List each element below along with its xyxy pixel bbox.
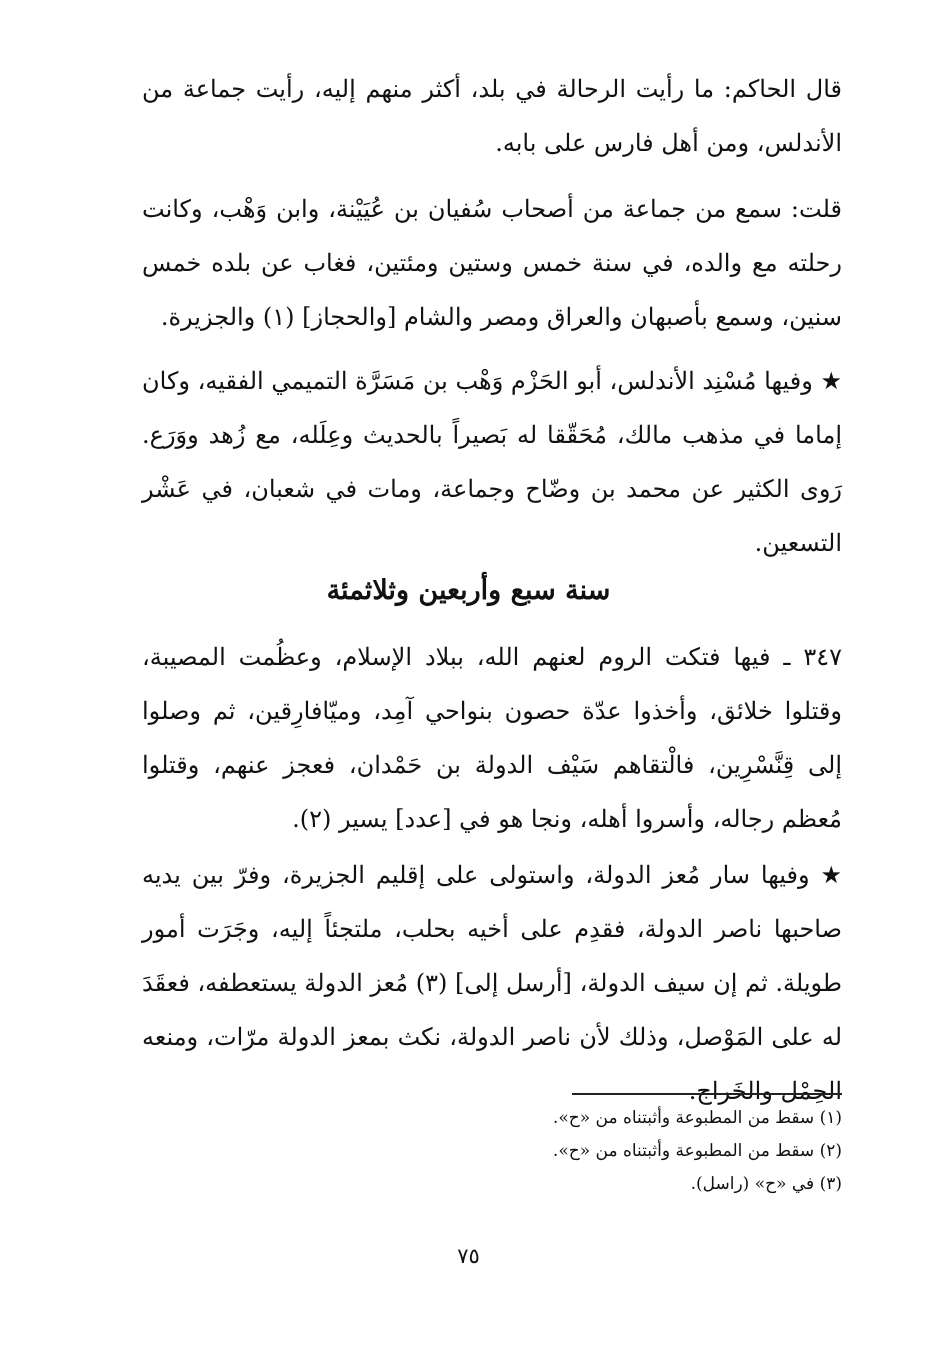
footnote-1: (١) سقط من المطبوعة وأثبتناه من «ح».: [552, 1108, 842, 1128]
footnote-3: (٣) في «ح» (راسل).: [690, 1174, 842, 1194]
footnotes: [142, 1102, 842, 1201]
section-heading: سنة سبع وأربعين وثلاثمئة: [326, 575, 611, 606]
paragraph-year-347: ٣٤٧ ـ فيها فتكت الروم لعنهم الله، ببلاد الإسلام، وعظُمت المصيبة، وقتلوا خلائق، وأخذوا عدّة حصون بنواحي آمِد، وميّافارِقين، ثم وصلوا إلى قِنَّسْرِين، فالْتقاهم سَيْف الدولة بن حَمْدان، فعجز عنهم، وقتلوا مُعظم رجاله، وأسروا أهله، ونجا هو في [عدد] يسير (٢).: [142, 643, 842, 833]
paragraph-hakim-quote: قال الحاكم: ما رأيت الرحالة في بلد، أكثر منهم إليه، رأيت جماعة من الأندلس، ومن أهل فارس على بابه.: [142, 75, 842, 157]
page-number: ٧٥: [457, 1244, 480, 1268]
paragraph-muizz-al-dawla: ★ وفيها سار مُعز الدولة، واستولى على إقليم الجزيرة، وفرّ بين يديه صاحبها ناصر الدولة، فقدِم على أخيه بحلب، ملتجئاً إليه، وجَرَت أمور طويلة. ثم إن سيف الدولة، [أرسل إلى] (٣) مُعز الدولة يستعطفه، فعقَدَ له على المَوْصل، وذلك لأن ناصر الدولة، نكث بمعز الدولة مرّات، ومنعه الحِمْل والخَراج.: [142, 861, 843, 1105]
footnote-divider: [572, 1093, 842, 1095]
paragraph-obituary-wahb: ★ وفيها مُسْنِد الأندلس، أبو الحَزْم وَهْب بن مَسَرَّة التميمي الفقيه، وكان إماما في مذهب مالك، مُحَقّقا له بَصيراً بالحديث وعِلَله، مع زُهد ووَرَع. رَوى الكثير عن محمد بن وضّاح وجماعة، ومات في شعبان، في عَشْر التسعين.: [142, 367, 842, 557]
footnote-2: (٢) سقط من المطبوعة وأثبتناه من «ح».: [552, 1141, 842, 1161]
paragraph-author-note: قلت: سمع من جماعة من أصحاب سُفيان بن عُيَيْنة، وابن وَهْب، وكانت رحلته مع والده، في سنة خمس وستين ومئتين، فغاب عن بلده خمس سنين، وسمع بأصبهان والعراق ومصر والشام [والحجاز] (١) والجزيرة.: [142, 195, 843, 331]
